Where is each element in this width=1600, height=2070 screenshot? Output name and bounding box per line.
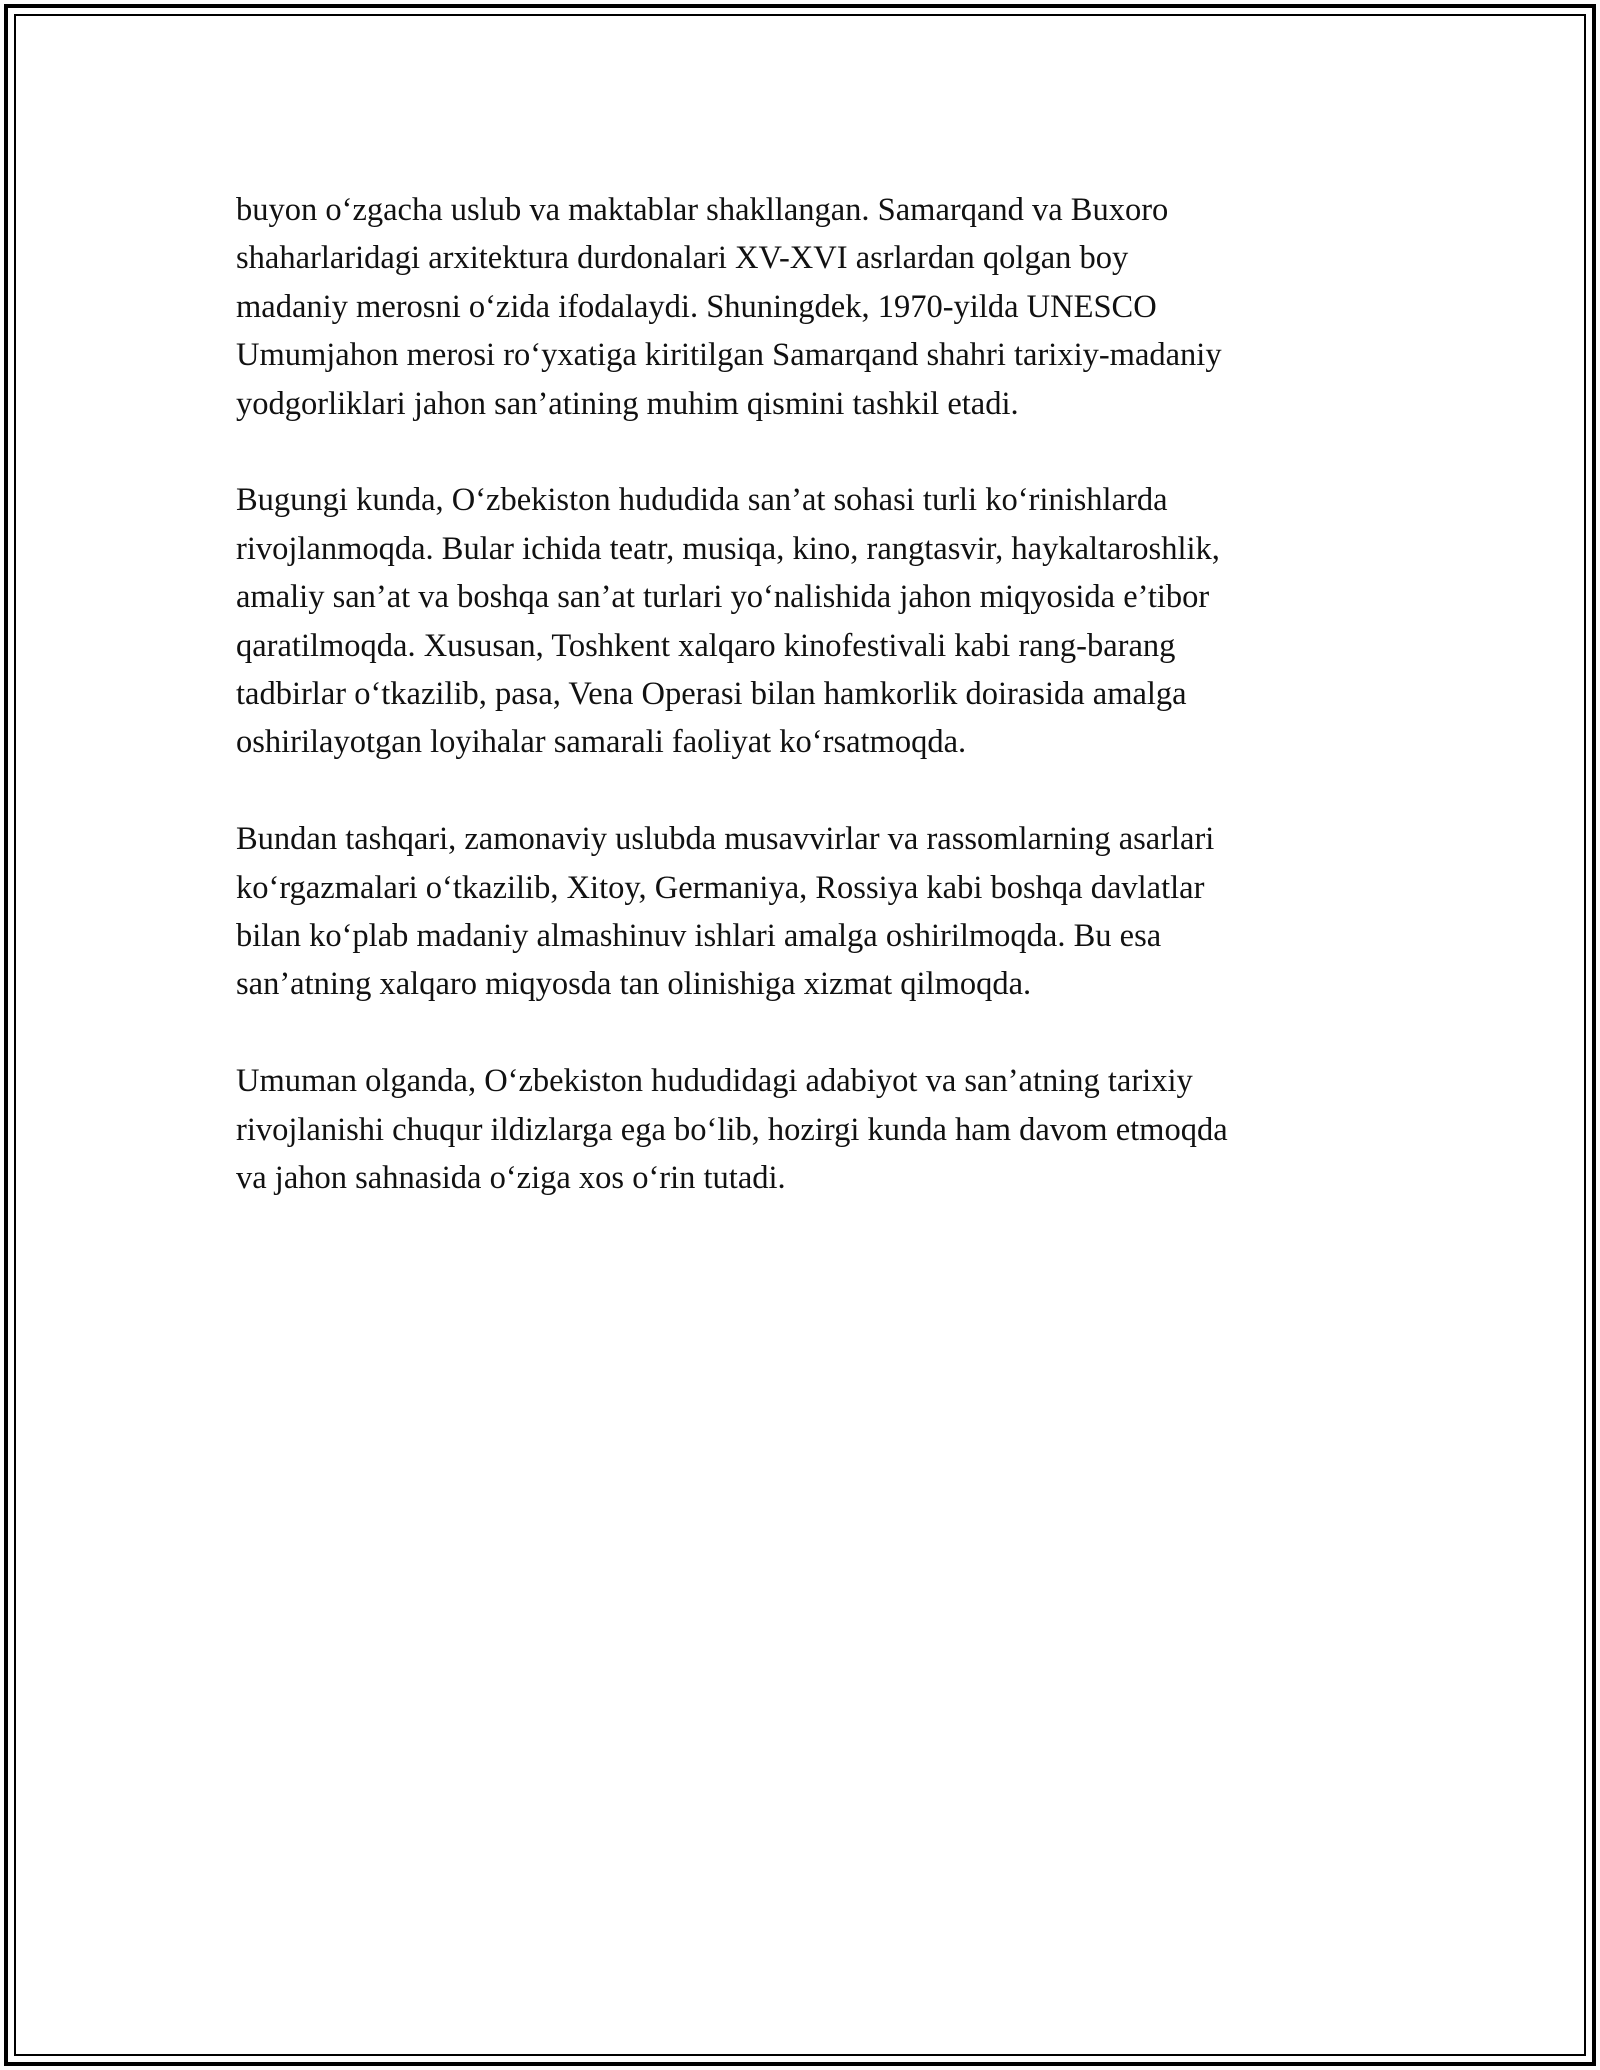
document-body — [236, 186, 1366, 1251]
paragraph-architecture-heritage: buyon o‘zgacha uslub va maktablar shakllangan. Samarqand va Buxoro shaharlaridagi arxitektura durdonalari XV-XVI asrlardan qolgan boy madaniy merosni o‘zida ifodalaydi. Shuningdek, 1970-yilda UNESCO Umumjahon merosi ro‘yxatiga kiritilgan Samarqand shahri tarixiy-madaniy yodgorliklari jahon san’atining muhim qismini tashkil etadi. — [236, 192, 1222, 422]
paragraph-modern-arts: Bugungi kunda, O‘zbekiston hududida san’at sohasi turli ko‘rinishlarda rivojlanmoqda. Bular ichida teatr, musiqa, kino, rangtasvir, haykaltaroshlik, amaliy san’at va boshqa san’at turlari yo‘nalishida jahon miqyosida e’tibor qaratilmoqda. Xususan, Toshkent xalqaro kinofestivali kabi rang-barang tadbirlar o‘tkazilib, pasa, Vena Operasi bilan hamkorlik doirasida amalga oshirilayotgan loyihalar samarali faoliyat ko‘rsatmoqda. — [236, 482, 1220, 761]
paragraph-cultural-exchange: Bundan tashqari, zamonaviy uslubda musavvirlar va rassomlarning asarlari ko‘rgazmalari o‘tkazilib, Xitoy, Germaniya, Rossiya kabi boshqa davlatlar bilan ko‘plab madaniy almashinuv ishlari amalga oshirilmoqda. Bu esa san’atning xalqaro miqyosda tan olinishiga xizmat qilmoqda. — [236, 821, 1215, 1003]
paragraph-conclusion: Umuman olganda, O‘zbekiston hududidagi adabiyot va san’atning tarixiy rivojlanishi chuqur ildizlarga ega bo‘lib, hozirgi kunda ham davom etmoqda va jahon sahnasida o‘ziga xos o‘rin tutadi. — [236, 1063, 1228, 1197]
